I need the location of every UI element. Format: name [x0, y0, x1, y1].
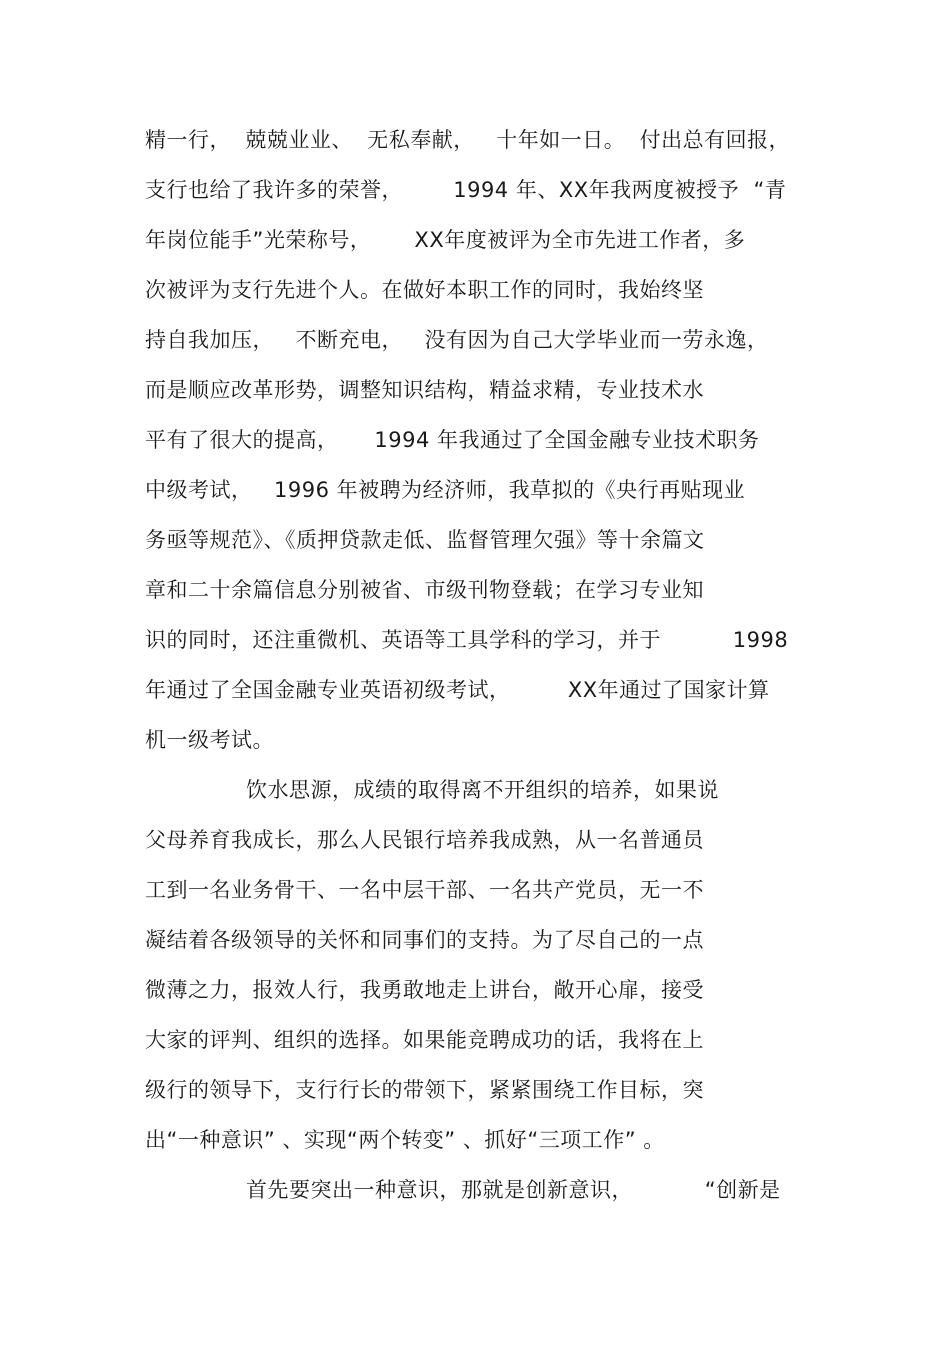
paragraph-line: 中级考试， 1996 年被聘为经济师，我草拟的《央行再贴现业	[145, 478, 746, 502]
paragraph-line: 微薄之力，报效人行，我勇敢地走上讲台，敞开心扉，接受	[145, 978, 704, 1002]
paragraph-line: 凝结着各级领导的关怀和同事们的支持。为了尽自己的一点	[145, 928, 704, 952]
paragraph-line: 持自我加压， 不断充电， 没有因为自己大学毕业而一劳永逸，	[145, 328, 769, 352]
paragraph-line: 父母养育我成长，那么人民银行培养我成熟，从一名普通员	[145, 828, 704, 852]
paragraph-line: 首先要突出一种意识，那就是创新意识， “创新是	[246, 1178, 781, 1202]
paragraph-line: 精一行， 兢兢业业、 无私奉献， 十年如一日。 付出总有回报，	[145, 128, 791, 152]
paragraph-line: 而是顺应改革形势，调整知识结构，精益求精，专业技术水	[145, 378, 704, 402]
paragraph-line: 出“一种意识” 、实现“两个转变” 、抓好“三项工作” 。	[145, 1128, 665, 1152]
paragraph-line: 饮水思源，成绩的取得离不开组织的培养，如果说	[246, 778, 719, 802]
paragraph-line: 支行也给了我许多的荣誉， 1994 年、XX年我两度被授予 “青	[145, 178, 787, 202]
paragraph-line: 年岗位能手”光荣称号， XX年度被评为全市先进工作者，多	[145, 228, 746, 252]
paragraph-line: 务亟等规范》、《质押贷款走低、监督管理欠强》等十余篇文	[145, 528, 705, 552]
paragraph-line: 级行的领导下，支行行长的带领下，紧紧围绕工作目标，突	[145, 1078, 704, 1102]
paragraph-line: 平有了很大的提高， 1994 年我通过了全国金融专业技术职务	[145, 428, 760, 452]
paragraph-line: 章和二十余篇信息分别被省、市级刊物登载；在学习专业知	[145, 578, 704, 602]
paragraph-line: 识的同时，还注重微机、英语等工具学科的学习，并于 1998	[145, 628, 789, 652]
paragraph-line: 大家的评判、组织的选择。如果能竞聘成功的话，我将在上	[145, 1028, 704, 1052]
paragraph-line: 年通过了全国金融专业英语初级考试， XX年通过了国家计算	[145, 678, 770, 702]
paragraph-line: 机一级考试。	[145, 728, 274, 752]
paragraph-line: 次被评为支行先进个人。在做好本职工作的同时，我始终坚	[145, 278, 704, 302]
paragraph-line: 工到一名业务骨干、一名中层干部、一名共产党员，无一不	[145, 878, 704, 902]
